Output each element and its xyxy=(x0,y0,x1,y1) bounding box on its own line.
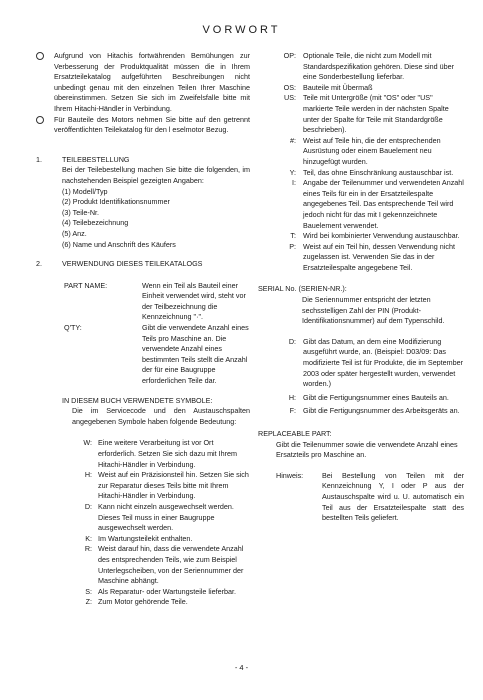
right-column xyxy=(258,51,464,524)
list-item: (5) Anz. xyxy=(62,228,87,238)
symbol-code-row: W: Eine weitere Verarbeitung ist vor Ort erforderlich. Setzen Sie sich dazu mit Ihrem Hitachi-Händler in Verbindung. xyxy=(83,438,238,469)
serial-code-row: D: Gibt das Datum, an dem eine Modifizierung ausgeführt wurde, an. (Beispiel: D03/09: Das modifizierte Teil ist für Produkte, die im September 2003 oder später hergestellt wurden, verwendet worden.) xyxy=(288,336,464,389)
serial-heading: SERIAL No. (SERIEN-NR.): xyxy=(258,284,347,294)
symbol-code-row: H: Weist auf ein Präzisionsteil hin. Setzen Sie sich zur Reparatur dieses Teils bitte mit Ihrem Hitachi-Händler in Verbindung. xyxy=(84,470,249,501)
qty-definition: Q'TY: Gibt die verwendete Anzahl eines Teils pro Maschine an. Die verwendete Anzahl eines bestimmten Teils stellt die Anzahl der für eine Baugruppe erforderlichen Teile dar. xyxy=(64,323,249,386)
symbol-code-row: S: Als Reparatur- oder Wartungsteile lieferbar. xyxy=(85,586,236,596)
serial-code-row: F: Gibt die Fertigungsnummer des Arbeitsgeräts an. xyxy=(289,406,460,416)
symbol-code-row: #: Weist auf Teile hin, die der entsprechenden Ausrüstung oder einem Bauelement neu hinzugefügt wurden. xyxy=(290,135,441,166)
part-name-definition: PART NAME: Wenn ein Teil als Bauteil einer Einheit verwendet wird, steht vor der Teilbezeichnung die Kennzeichnung "·". xyxy=(64,280,246,322)
symbol-code-row: I: Angabe der Teilenummer und verwendeten Anzahl eines Teils für ein in der Ersatzteilespalte angegebenes Teil. Das entsprechende Teil wird jedoch nicht für das mit I gekennzeichnete Bauelement verwendet. xyxy=(292,178,464,230)
serial-text: Die Seriennummer entspricht der letzten sechsstelligen Zahl der PIN (Produkt-Identifikationsnummer) auf dem Typenschild. xyxy=(302,295,445,326)
symbols-heading: IN DIESEM BUCH VERWENDETE SYMBOLE: xyxy=(62,395,213,405)
page-title: VORWORT xyxy=(202,24,281,36)
symbol-code-row: OP: Optionale Teile, die nicht zum Modell mit Standardspezifikation gehören. Diese sind über eine Sonderbestellung lieferbar. xyxy=(283,51,455,82)
list-item: (4) Teilebezeichnung xyxy=(62,218,129,228)
replaceable-heading: REPLACEABLE PART: xyxy=(258,429,332,438)
symbol-code-list xyxy=(36,438,250,608)
section-heading: 2. VERWENDUNG DIESES TEILEKATALOGS xyxy=(36,259,203,269)
list-item: (2) Produkt Identifikationsnummer xyxy=(62,197,170,207)
serial-code-row: H: Gibt die Fertigungsnummer eines Bauteils an. xyxy=(288,392,449,402)
symbol-code-row: R: Weist darauf hin, dass die verwendete Anzahl des entsprechenden Teils, wie zum Beispiel Unterlegscheiben, von der Seriennummer der Maschine abhängt. xyxy=(84,544,244,586)
symbol-code-row: US: Teile mit Untergröße (mit "OS" oder "US" markierte Teile werden in der nächsten Spalte unter der Spalte für Teile mit Standardgröße beschrieben). xyxy=(284,93,449,135)
symbol-code-row: P: Weist auf ein Teil hin, dessen Verwendung nicht zugelassen ist. Verwenden Sie das in der Ersatzteilespalte angegebene Teil. xyxy=(289,241,455,272)
section-body: Bei der Teilebestellung machen Sie bitte die folgenden, im nachstehenden Beispiel gezeigten Angaben: (1) Modell/Typ (2) Produkt Identifikationsnummer (3) Teile-Nr. (4) Teilebezeichnung (5) Anz. (6) Name und Anschrift des Käufers xyxy=(62,165,250,249)
symbol-code-row: OS: Bauteile mit Übermaß xyxy=(283,82,373,92)
symbol-code-row: Y: Teil, das ohne Einschränkung austauschbar ist. xyxy=(289,167,454,177)
replaceable-text: Gibt die Teilenummer sowie die verwendete Anzahl eines Ersatzteils pro Maschine an. xyxy=(276,439,458,460)
hint-note: Hinweis: Bei Bestellung von Teilen mit der Kennzeichnung Y, I oder P aus der Austauschspalte wird u. U. automatisch ein Teil aus der Ersatzteilespalte statt des bestellten Teils geliefert. xyxy=(276,470,464,523)
symbol-code-row: D: Kann nicht einzeln ausgewechselt werden. Dieses Teil muss in einer Baugruppe ausgewechselt werden. xyxy=(84,501,234,533)
list-item: (6) Name und Anschrift des Käufers xyxy=(62,239,176,249)
list-item: (3) Teile-Nr. xyxy=(62,207,100,217)
right-code-list xyxy=(258,51,464,273)
page-number: - 4 - xyxy=(234,663,249,672)
symbol-code-row: T: Wird bei kombinierter Verwendung austauschbar. xyxy=(290,231,460,241)
intro-paragraph: Aufgrund von Hitachis fortwährenden Bemühungen zur Verbesserung der Produktqualität müssen die in Ihrem Ersatzteilekatalog aufgeführten Beschreibungen nicht unbedingt genau mit den einzelnen Teilen Ihrer Maschine übereinstimmen. Setzen Sie sich im Zweifelsfalle bitte mit Ihrem Hitachi-Händler in Verbindung. xyxy=(36,51,250,115)
intro-paragraph: Für Bauteile des Motors nehmen Sie bitte auf den getrennt veröffentlichten Teilekatalog für den l eselmotor Bezug. xyxy=(36,115,250,136)
circle-bullet-icon xyxy=(36,116,44,124)
symbol-code-row: K: Im Wartungsteilekit enthalten. xyxy=(85,533,193,543)
symbol-code-row: Z: Zum Motor gehörende Teile. xyxy=(85,597,188,607)
section-heading: 1. TEILEBESTELLUNG xyxy=(36,154,130,164)
circle-bullet-icon xyxy=(36,52,44,60)
left-column xyxy=(36,51,250,608)
list-item: (1) Modell/Typ xyxy=(62,186,108,196)
symbols-text: Die im Servicecode und den Austauschspalten angegebenen Symbole haben folgende Bedeutung: xyxy=(72,406,250,426)
